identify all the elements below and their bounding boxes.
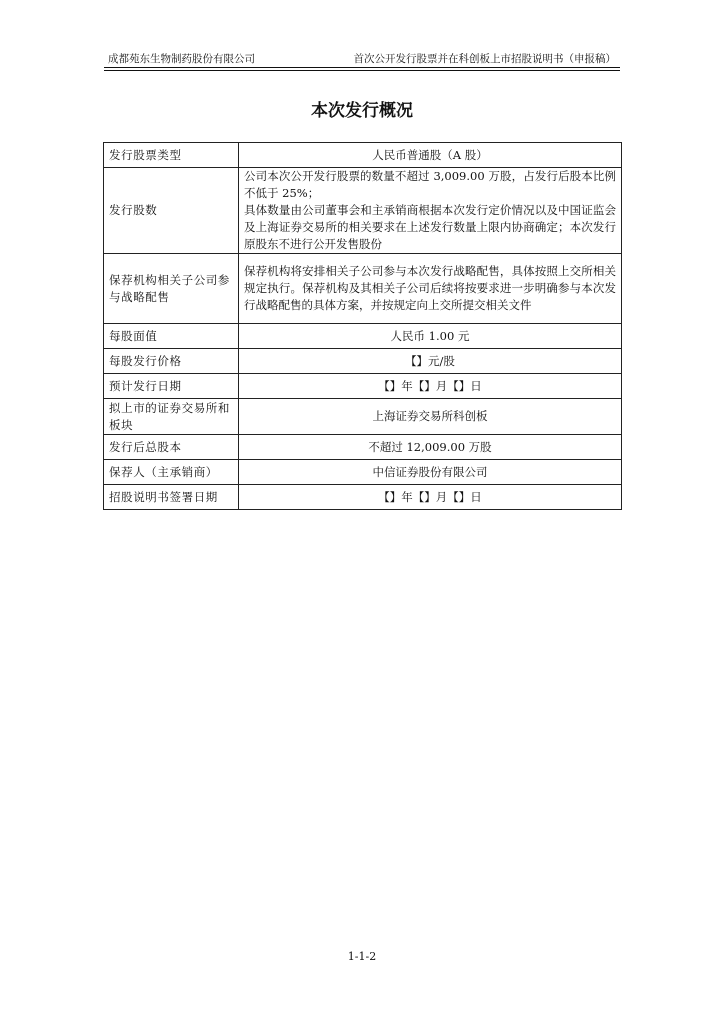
table-row bbox=[104, 435, 622, 460]
page-header bbox=[108, 51, 616, 67]
row-value: 不超过 12,009.00 万股 bbox=[239, 435, 622, 460]
header-rule-thick bbox=[104, 67, 620, 68]
table-row bbox=[104, 143, 622, 168]
row-label: 发行股数 bbox=[104, 168, 239, 254]
row-value: 中信证券股份有限公司 bbox=[239, 460, 622, 485]
row-value: 【】元/股 bbox=[239, 349, 622, 374]
page-number: 1-1-2 bbox=[347, 950, 377, 963]
row-value: 上海证券交易所科创板 bbox=[239, 399, 622, 435]
row-label: 发行股票类型 bbox=[104, 143, 239, 168]
table-row bbox=[104, 168, 622, 254]
row-value-line-1: 公司本次公开发行股票的数量不超过 3,009.00 万股，占发行后股本比例不低于 25%； bbox=[244, 169, 616, 200]
header-document-title: 首次公开发行股票并在科创板上市招股说明书（申报稿） bbox=[353, 53, 616, 65]
row-value: 保荐机构将安排相关子公司参与本次发行战略配售，具体按照上交所相关规定执行。保荐机构及其相关子公司后续将按要求进一步明确参与本次发行战略配售的具体方案，并按规定向上交所提交相关文件 bbox=[239, 254, 622, 324]
row-label: 每股发行价格 bbox=[104, 349, 239, 374]
row-label: 每股面值 bbox=[104, 324, 239, 349]
row-value bbox=[239, 168, 622, 254]
table-row bbox=[104, 254, 622, 324]
table-row bbox=[104, 485, 622, 510]
page-title: 本次发行概况 bbox=[311, 101, 413, 121]
row-label: 预计发行日期 bbox=[104, 374, 239, 399]
header-company-name: 成都苑东生物制药股份有限公司 bbox=[108, 53, 255, 65]
row-value: 人民币普通股（A 股） bbox=[239, 143, 622, 168]
row-value-line-2: 具体数量由公司董事会和主承销商根据本次发行定价情况以及中国证监会及上海证券交易所的相关要求在上述发行数量上限内协商确定；本次发行原股东不进行公开发售股份 bbox=[244, 203, 616, 251]
row-value: 【】年【】月【】日 bbox=[239, 485, 622, 510]
row-value: 【】年【】月【】日 bbox=[239, 374, 622, 399]
row-label: 保荐机构相关子公司参与战略配售 bbox=[104, 254, 239, 324]
row-label: 保荐人（主承销商） bbox=[104, 460, 239, 485]
table-row bbox=[104, 374, 622, 399]
row-label: 拟上市的证券交易所和板块 bbox=[104, 399, 239, 435]
table-row bbox=[104, 324, 622, 349]
row-label: 发行后总股本 bbox=[104, 435, 239, 460]
table-row bbox=[104, 349, 622, 374]
offering-summary-table bbox=[103, 142, 622, 510]
header-rule-thin bbox=[104, 70, 620, 71]
row-label: 招股说明书签署日期 bbox=[104, 485, 239, 510]
row-value: 人民币 1.00 元 bbox=[239, 324, 622, 349]
table-row bbox=[104, 399, 622, 435]
table-row bbox=[104, 460, 622, 485]
